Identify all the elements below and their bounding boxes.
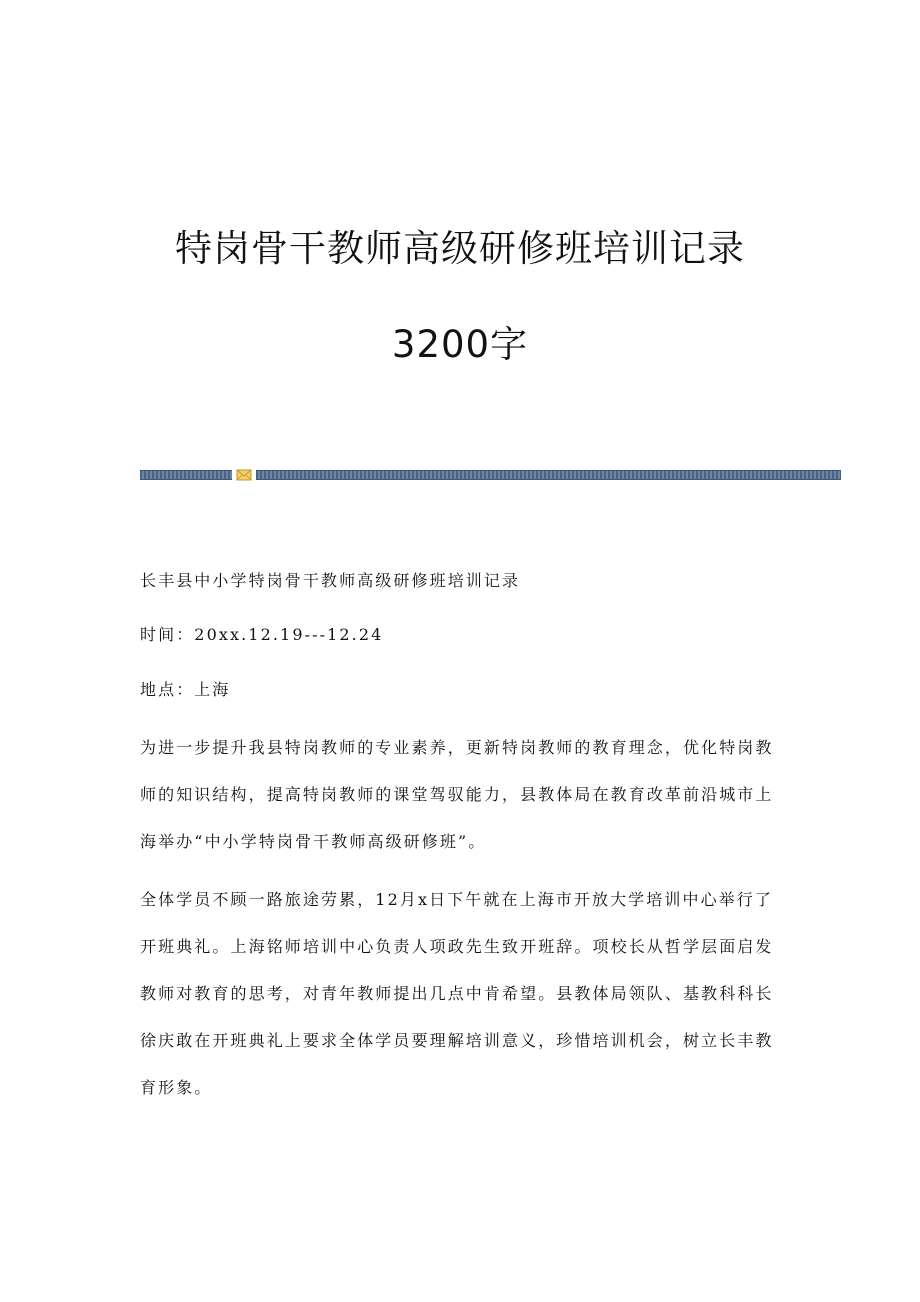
- document-title: 特岗骨干教师高级研修班培训记录: [175, 227, 745, 270]
- paragraph-place: 地点：上海: [140, 680, 231, 699]
- paragraph-intro: 为进一步提升我县特岗教师的专业素养，更新特岗教师的教育理念，优化特岗教师的知识结构，提高特岗教师的课堂驾驭能力，县教体局在教育改革前沿城市上海举办“中小学特岗骨干教师高级研修班”。: [140, 738, 774, 851]
- envelope-icon: [236, 469, 252, 481]
- divider-bar-left: [140, 470, 232, 480]
- paragraph-body: 全体学员不顾一路旅途劳累，12月x日下午就在上海市开放大学培训中心举行了开班典礼。上海铭师培训中心负责人项政先生致开班辞。项校长从哲学层面启发教师对教育的思考，对青年教师提出几点中肯希望。县教体局领队、基教科科长徐庆敢在开班典礼上要求全体学员要理解培训意义，珍惜培训机会，树立长丰教育形象。: [140, 890, 774, 1097]
- document-title-word-count: 3200字: [391, 323, 529, 366]
- divider-bar-right: [256, 470, 841, 480]
- paragraph-heading: 长丰县中小学特岗骨干教师高级研修班培训记录: [140, 571, 521, 590]
- paragraph-time: 时间：20xx.12.19---12.24: [140, 625, 384, 644]
